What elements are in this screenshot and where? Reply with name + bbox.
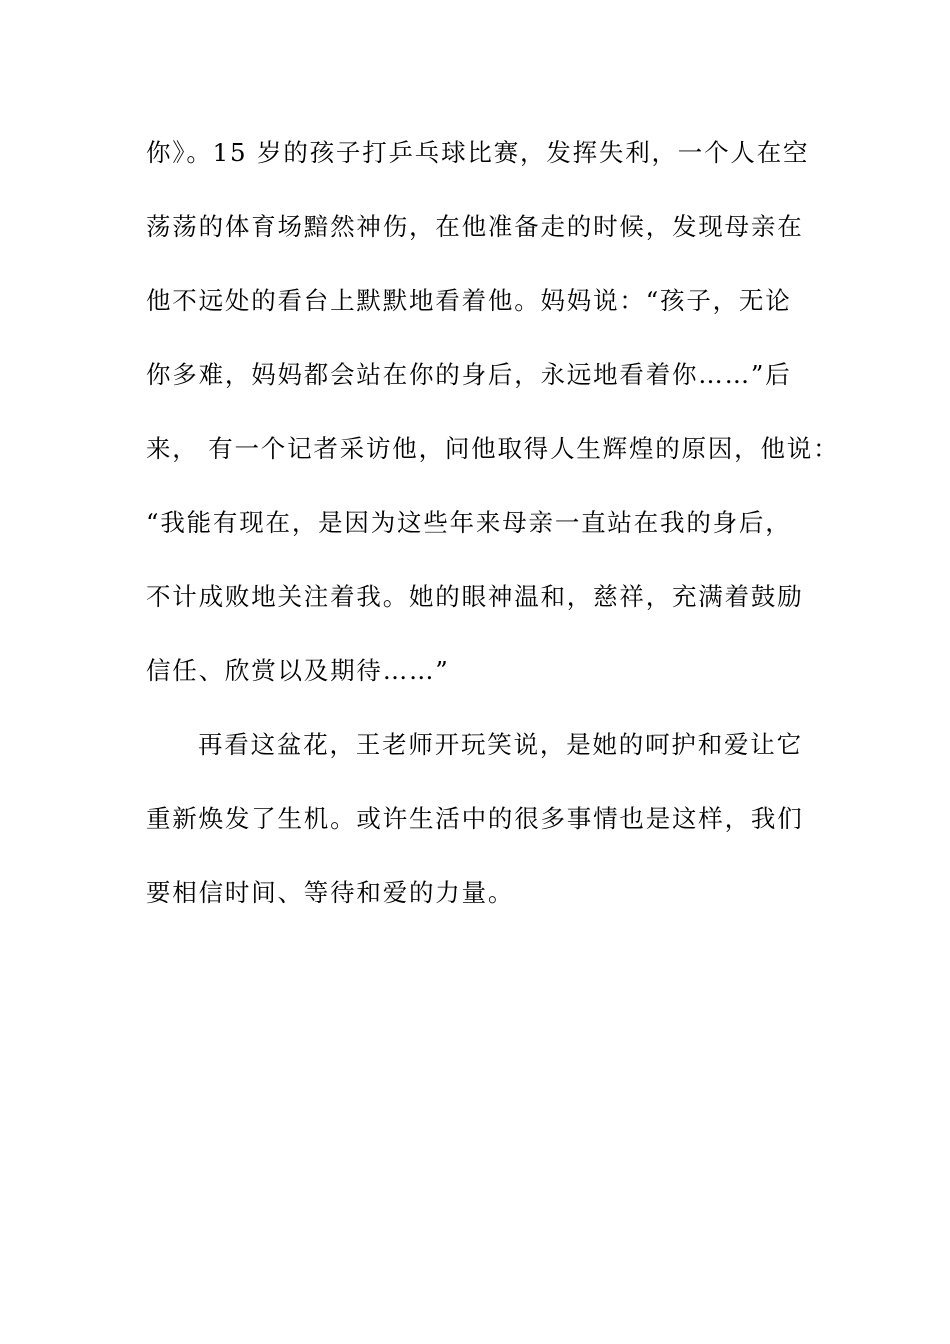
- text-line: 你多难，妈妈都会站在你的身后，永远地看着你……”后: [146, 360, 792, 389]
- text-line: 你》。15 岁的孩子打乒乓球比赛，发挥失利，一个人在空: [146, 138, 810, 167]
- text-line: 来， 有一个记者采访他，问他取得人生辉煌的原因，他说：: [146, 434, 840, 463]
- text-line: “我能有现在，是因为这些年来母亲一直站在我的身后，: [146, 508, 792, 537]
- text-line: 重新焕发了生机。或许生活中的很多事情也是这样，我们: [146, 804, 804, 833]
- text-line: 荡荡的体育场黯然神伤，在他准备走的时候，发现母亲在: [146, 212, 804, 241]
- text-line: 他不远处的看台上默默地看着他。妈妈说：“孩子，无论: [146, 286, 792, 315]
- text-line: 不计成败地关注着我。她的眼神温和，慈祥，充满着鼓励: [146, 582, 804, 611]
- text-line: 信任、欣赏以及期待……”: [146, 656, 450, 685]
- text-line: 要相信时间、等待和爱的力量。: [146, 878, 515, 907]
- paragraph-start-line: 再看这盆花，王老师开玩笑说，是她的呵护和爱让它: [198, 730, 803, 759]
- body-text: [146, 125, 840, 939]
